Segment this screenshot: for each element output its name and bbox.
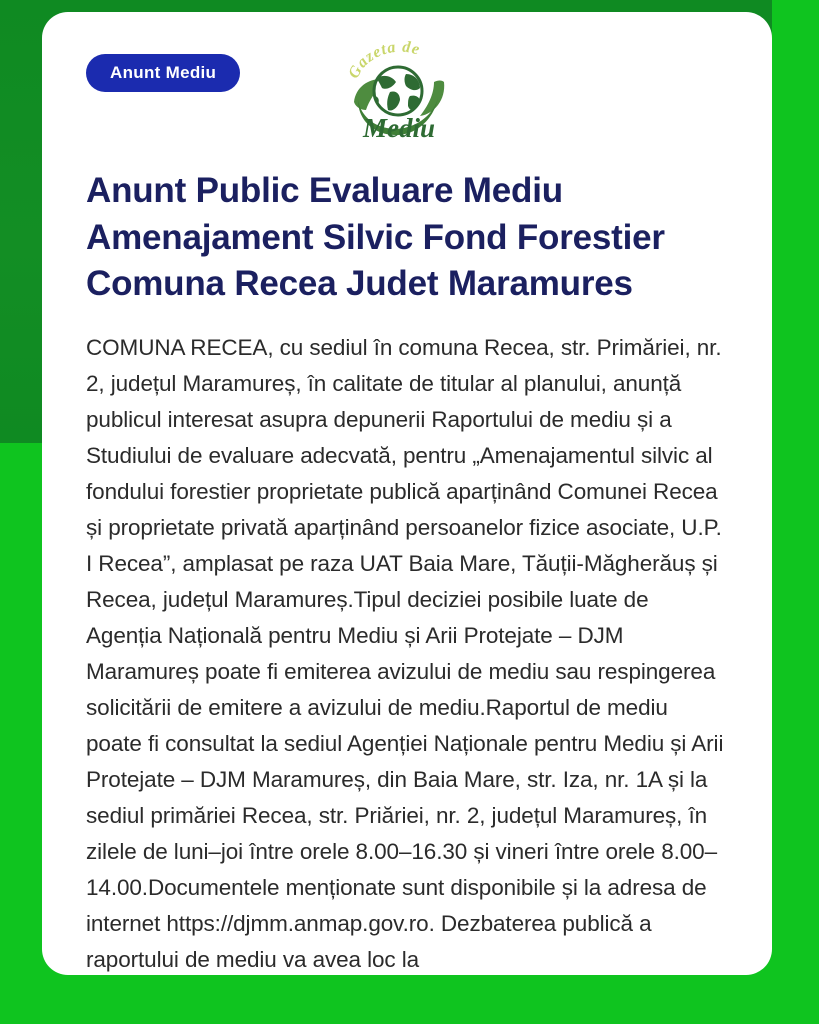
globe-leaf-icon [340,40,458,144]
page-title: Anunt Public Evaluare Mediu Amenajament Silvic Fond Forestier Comuna Recea Judet Maramures [86,171,665,304]
card-content [42,12,772,975]
category-badge-anunt-mediu[interactable]: Anunt Mediu [86,54,240,92]
gazeta-de-mediu-logo [340,40,458,144]
announcement-card [42,12,772,975]
article-body: COMUNA RECEA, cu sediul în comuna Recea, str. Primăriei, nr. 2, județul Maramureș, în calitate de titular al planului, anunță publicul interesat asupra depunerii Raportului de mediu și a Studiului de evaluare adecvată, pentru „Amenajamentul silvic al fondului forestier proprietate publică aparținând Comunei Recea și proprietate privată aparținând persoanelor fizice asociate, U.P. I Recea”, amplasat pe raza UAT Baia Mare, Tăuții-Măgherăuș și Recea, județul Maramureș.Tipul deciziei posibile luate de Agenția Națională pentru Mediu și Arii Protejate – DJM Maramureș poate fi emiterea avizului de mediu sau respingerea solicitării de emitere a avizului de mediu.Raportul de mediu poate fi consultat la sediul Agenției Naționale pentru Mediu și Arii Protejate – DJM Maramureș, din Baia Mare, str. Iza, nr. 1A și la sediul primăriei Recea, str. Priăriei, nr. 2, județul Maramureș, în zilele de luni–joi între orele 8.00–16.30 și vineri între orele 8.00–14.00.Documentele menționate sunt disponibile și la adresa de internet https://djmm.anmap.gov.ro. Dezbaterea publică a raportului de mediu va avea loc la [86,334,730,972]
svg-text:Gazeta de: Gazeta de [345,40,423,82]
background-right-green-strip [772,0,819,1024]
svg-text:Mediu: Mediu [362,113,436,143]
card-header [86,40,728,146]
